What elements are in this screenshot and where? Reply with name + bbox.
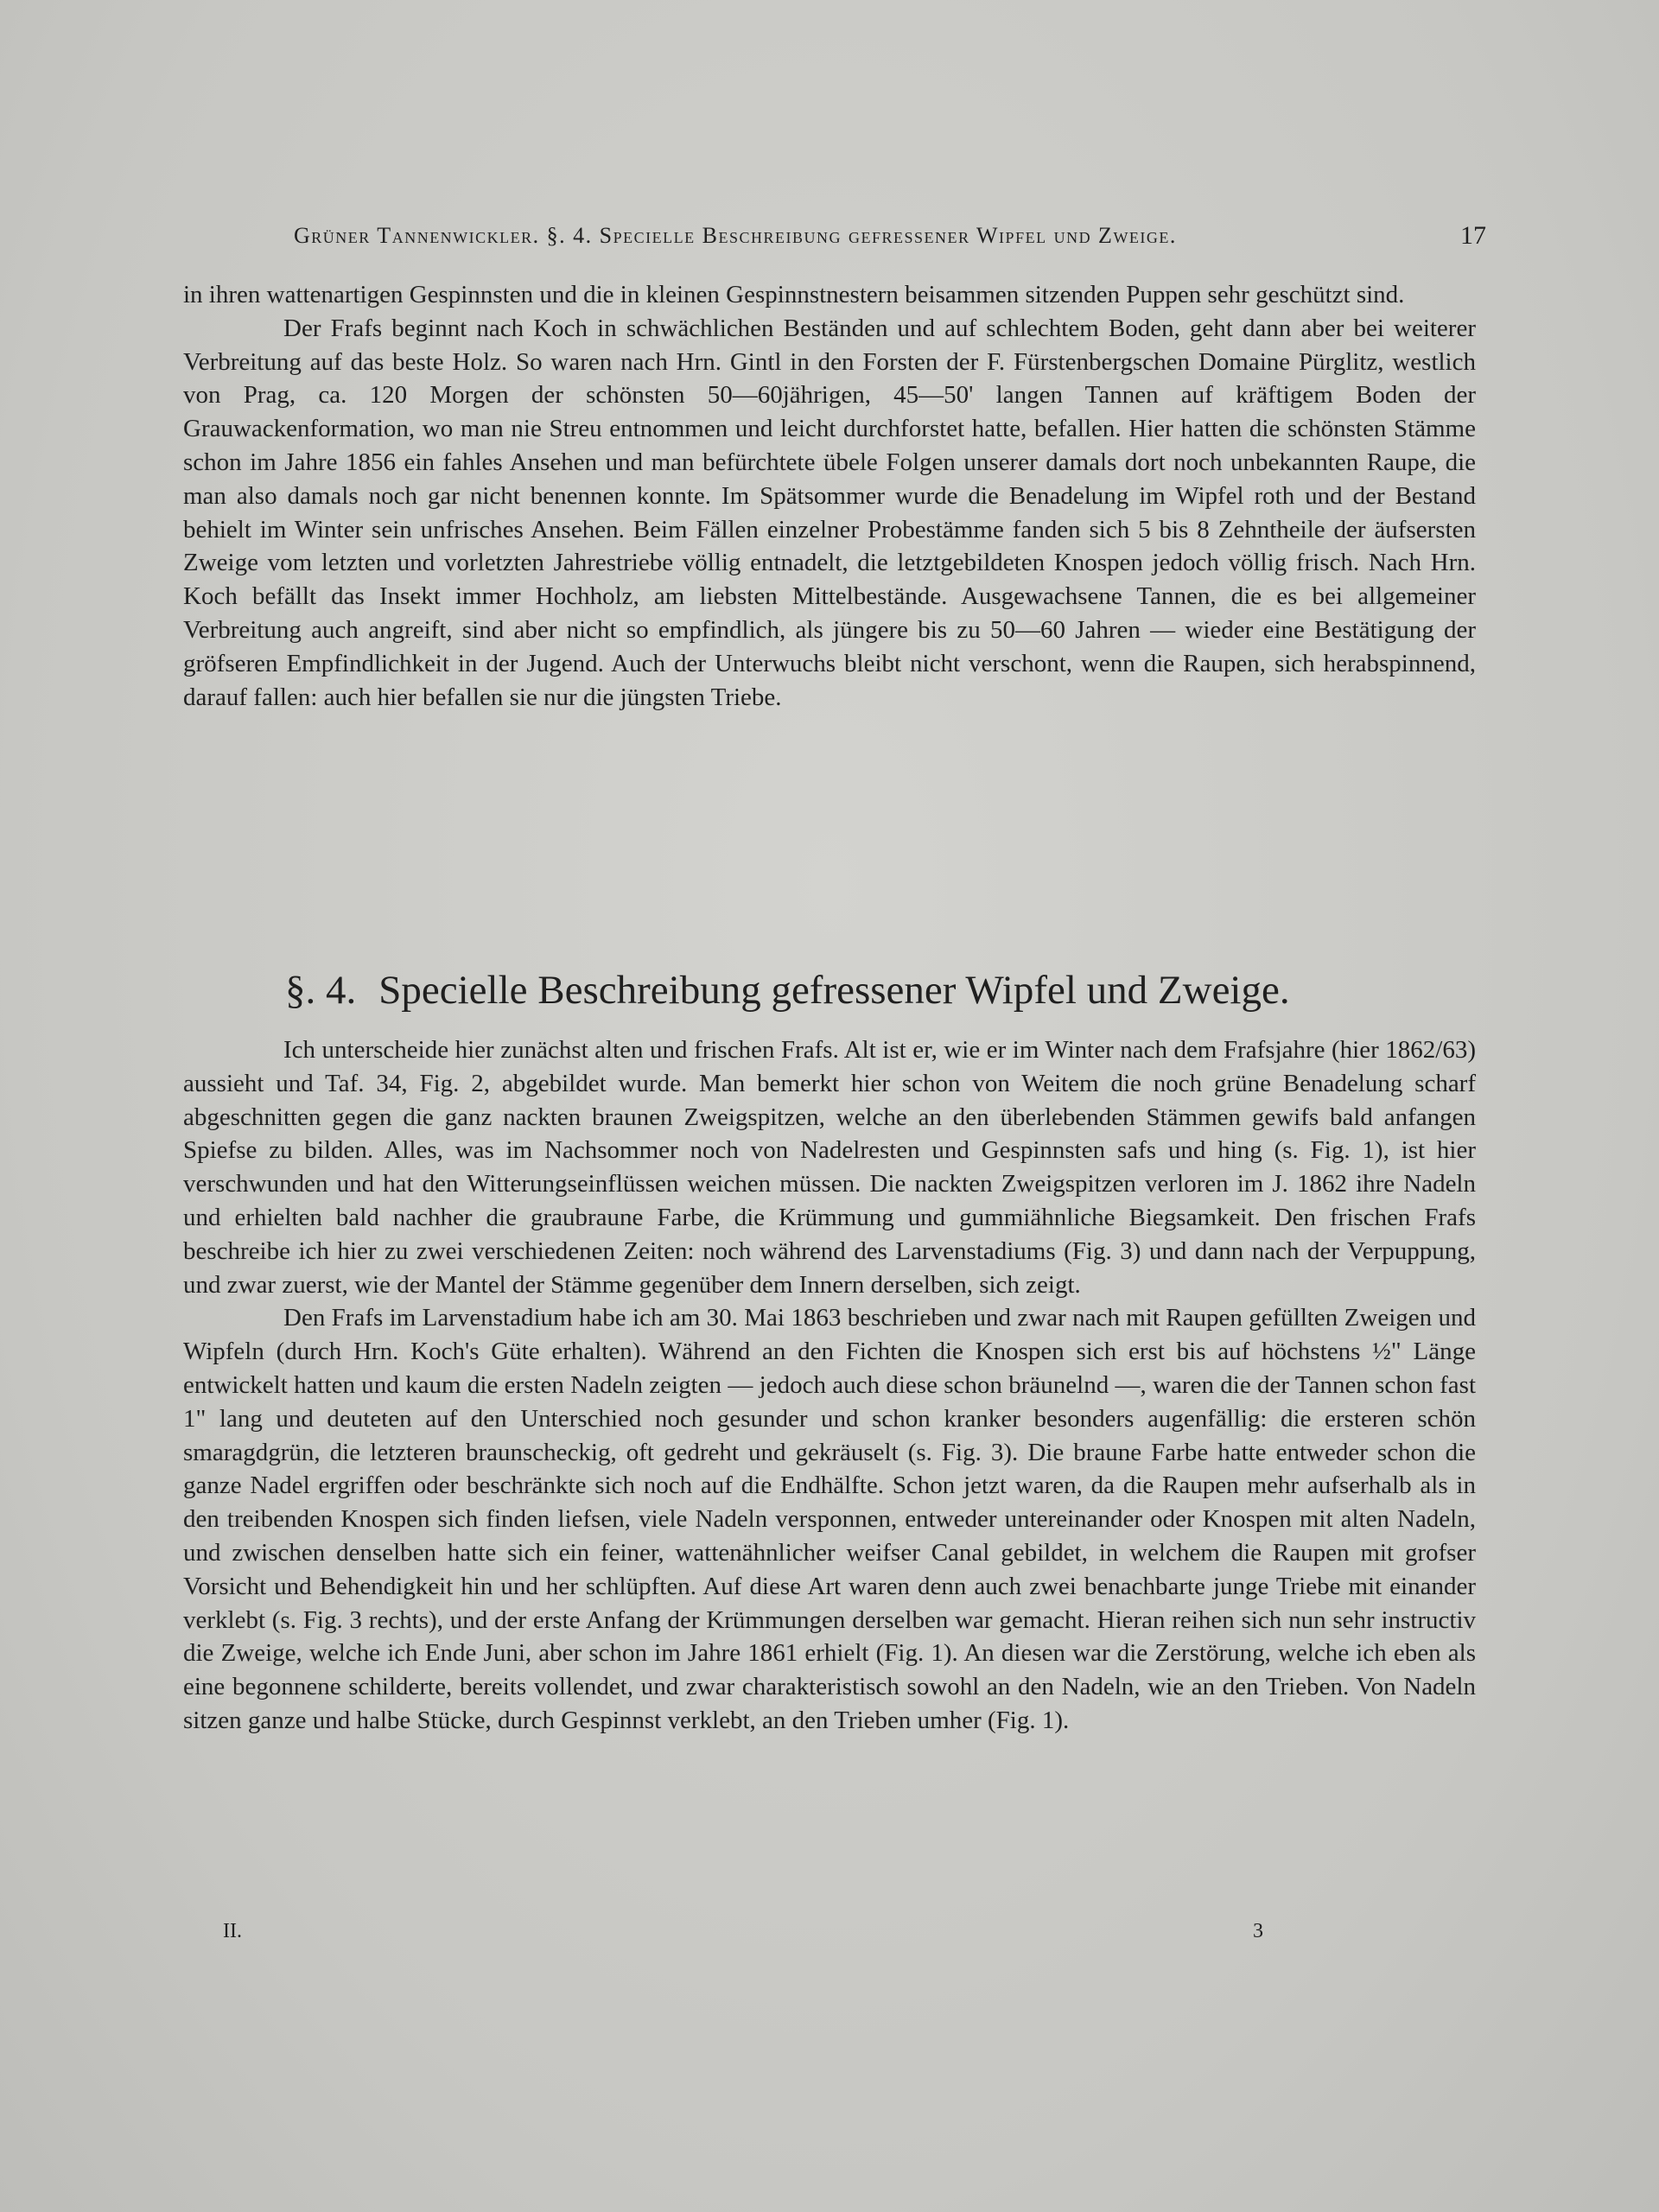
section-heading (285, 966, 1408, 1014)
page-footer (0, 1920, 1659, 1951)
running-header (294, 223, 1486, 257)
running-title: Grüner Tannenwickler. §. 4. Specielle Beschreibung gefressener Wipfel und Zweige. (294, 223, 1177, 248)
bottom-text-block (183, 1033, 1476, 1738)
gathering-number: 3 (1253, 1920, 1263, 1942)
page-number: 17 (1460, 221, 1486, 250)
paragraph: Ich unterscheide hier zunächst alten und frischen Frafs. Alt ist er, wie er im Winter nach dem Frafsjahre (hier 1862/63) aussieht und Taf. 34, Fig. 2, abgebildet wurde. Man bemerkt hier schon von Weitem die noch grüne Benadelung scharf abgeschnitten gegen die ganz nackten braunen Zweigspitzen, welche an den überlebenden Stämmen gewifs bald anfangen Spiefse zu bilden. Alles, was im Nachsommer noch von Nadelresten und Gespinnsten safs und hing (s. Fig. 1), ist hier verschwunden und hat den Witterungseinflüssen weichen müssen. Die nackten Zweigspitzen verloren im J. 1862 ihre Nadeln und erhielten bald nachher die graubraune Farbe, die Krümmung und gummiähnliche Biegsamkeit. Den frischen Frafs beschreibe ich hier zu zwei verschiedenen Zeiten: noch während des Larvenstadiums (Fig. 3) und dann nach der Verpuppung, und zwar zuerst, wie der Mantel der Stämme gegenüber dem Innern derselben, sich zeigt. (183, 1036, 1476, 1299)
section-title: Specielle Beschreibung gefressener Wipfel und Zweige. (378, 968, 1290, 1013)
paragraph: in ihren wattenartigen Gespinnsten und die in kleinen Gespinnstnestern beisammen sitzenden Puppen sehr geschützt sind. (183, 281, 1405, 308)
paragraph: Den Frafs im Larvenstadium habe ich am 30. Mai 1863 beschrieben und zwar nach mit Raupen gefüllten Zweigen und Wipfeln (durch Hrn. Koch's Güte erhalten). Während an den Fichten die Knospen sich erst bis auf höchstens ½" Länge entwickelt hatten und kaum die ersten Nadeln zeigten — jedoch auch diese schon bräunelnd —, waren die der Tannen schon fast 1" lang und deuteten auf den Unterschied noch gesunder und schon kranker besonders augenfällig: die ersteren schön smaragdgrün, die letzteren braunscheckig, oft gedreht und gekräuselt (s. Fig. 3). Die braune Farbe hatte entweder schon die ganze Nadel ergriffen oder beschränkte sich noch auf die Endhälfte. Schon jetzt waren, da die Raupen mehr aufserhalb als in den treibenden Knospen sich finden liefsen, viele Nadeln versponnen, entweder untereinander oder Knospen mit alten Nadeln, und zwischen denselben hatte sich ein feiner, wattenähnlicher weifser Canal gebildet, in welchem die Raupen mit grofser Vorsicht und Behendigkeit hin und her schlüpften. Auf diese Art waren denn auch zwei benachbarte junge Triebe mit einander verklebt (s. Fig. 3 rechts), und der erste Anfang der Krümmungen derselben war gemacht. Hieran reihen sich nun sehr instructiv die Zweige, welche ich Ende Juni, aber schon im Jahre 1861 erhielt (Fig. 1). An diesen war die Zerstörung, welche ich eben als eine begonnene schilderte, bereits vollendet, und zwar charakteristisch sowohl an den Nadeln, wie an den Trieben. Von Nadeln sitzen ganze und halbe Stücke, durch Gespinnst verklebt, an den Trieben umher (Fig. 1). (183, 1304, 1476, 1734)
signature-mark: II. (223, 1920, 242, 1942)
section-number: §. 4. (285, 968, 357, 1013)
paragraph: Der Frafs beginnt nach Koch in schwächlichen Beständen und auf schlechtem Boden, geht dann aber bei weiterer Verbreitung auf das beste Holz. So waren nach Hrn. Gintl in den Forsten der F. Fürstenbergschen Domaine Pürglitz, westlich von Prag, ca. 120 Morgen der schönsten 50—60jährigen, 45—50' langen Tannen auf kräftigem Boden der Grauwackenformation, wo man nie Streu entnommen und leicht durchforstet hatte, befallen. Hier hatten die schönsten Stämme schon im Jahre 1856 ein fahles Ansehen und man befürchtete übele Folgen unserer damals dort noch unbekannten Raupe, die man also damals noch gar nicht benennen konnte. Im Spätsommer wurde die Benadelung im Wipfel roth und der Bestand behielt im Winter sein unfrisches Ansehen. Beim Fällen einzelner Probestämme fanden sich 5 bis 8 Zehntheile der äufsersten Zweige vom letzten und vorletzten Jahrestriebe völlig entnadelt, die letztgebildeten Knospen jedoch völlig frisch. Nach Hrn. Koch befällt das Insekt immer Hochholz, am liebsten Mittelbestände. Ausgewachsene Tannen, die es bei allgemeiner Verbreitung auch angreift, sind aber nicht so empfindlich, als jüngere bis zu 50—60 Jahren — wieder eine Bestätigung der gröfseren Empfindlichkeit in der Jugend. Auch der Unterwuchs bleibt nicht verschont, wenn die Raupen, sich herabspinnend, darauf fallen: auch hier befallen sie nur die jüngsten Triebe. (183, 314, 1476, 711)
top-text-block (183, 278, 1476, 714)
